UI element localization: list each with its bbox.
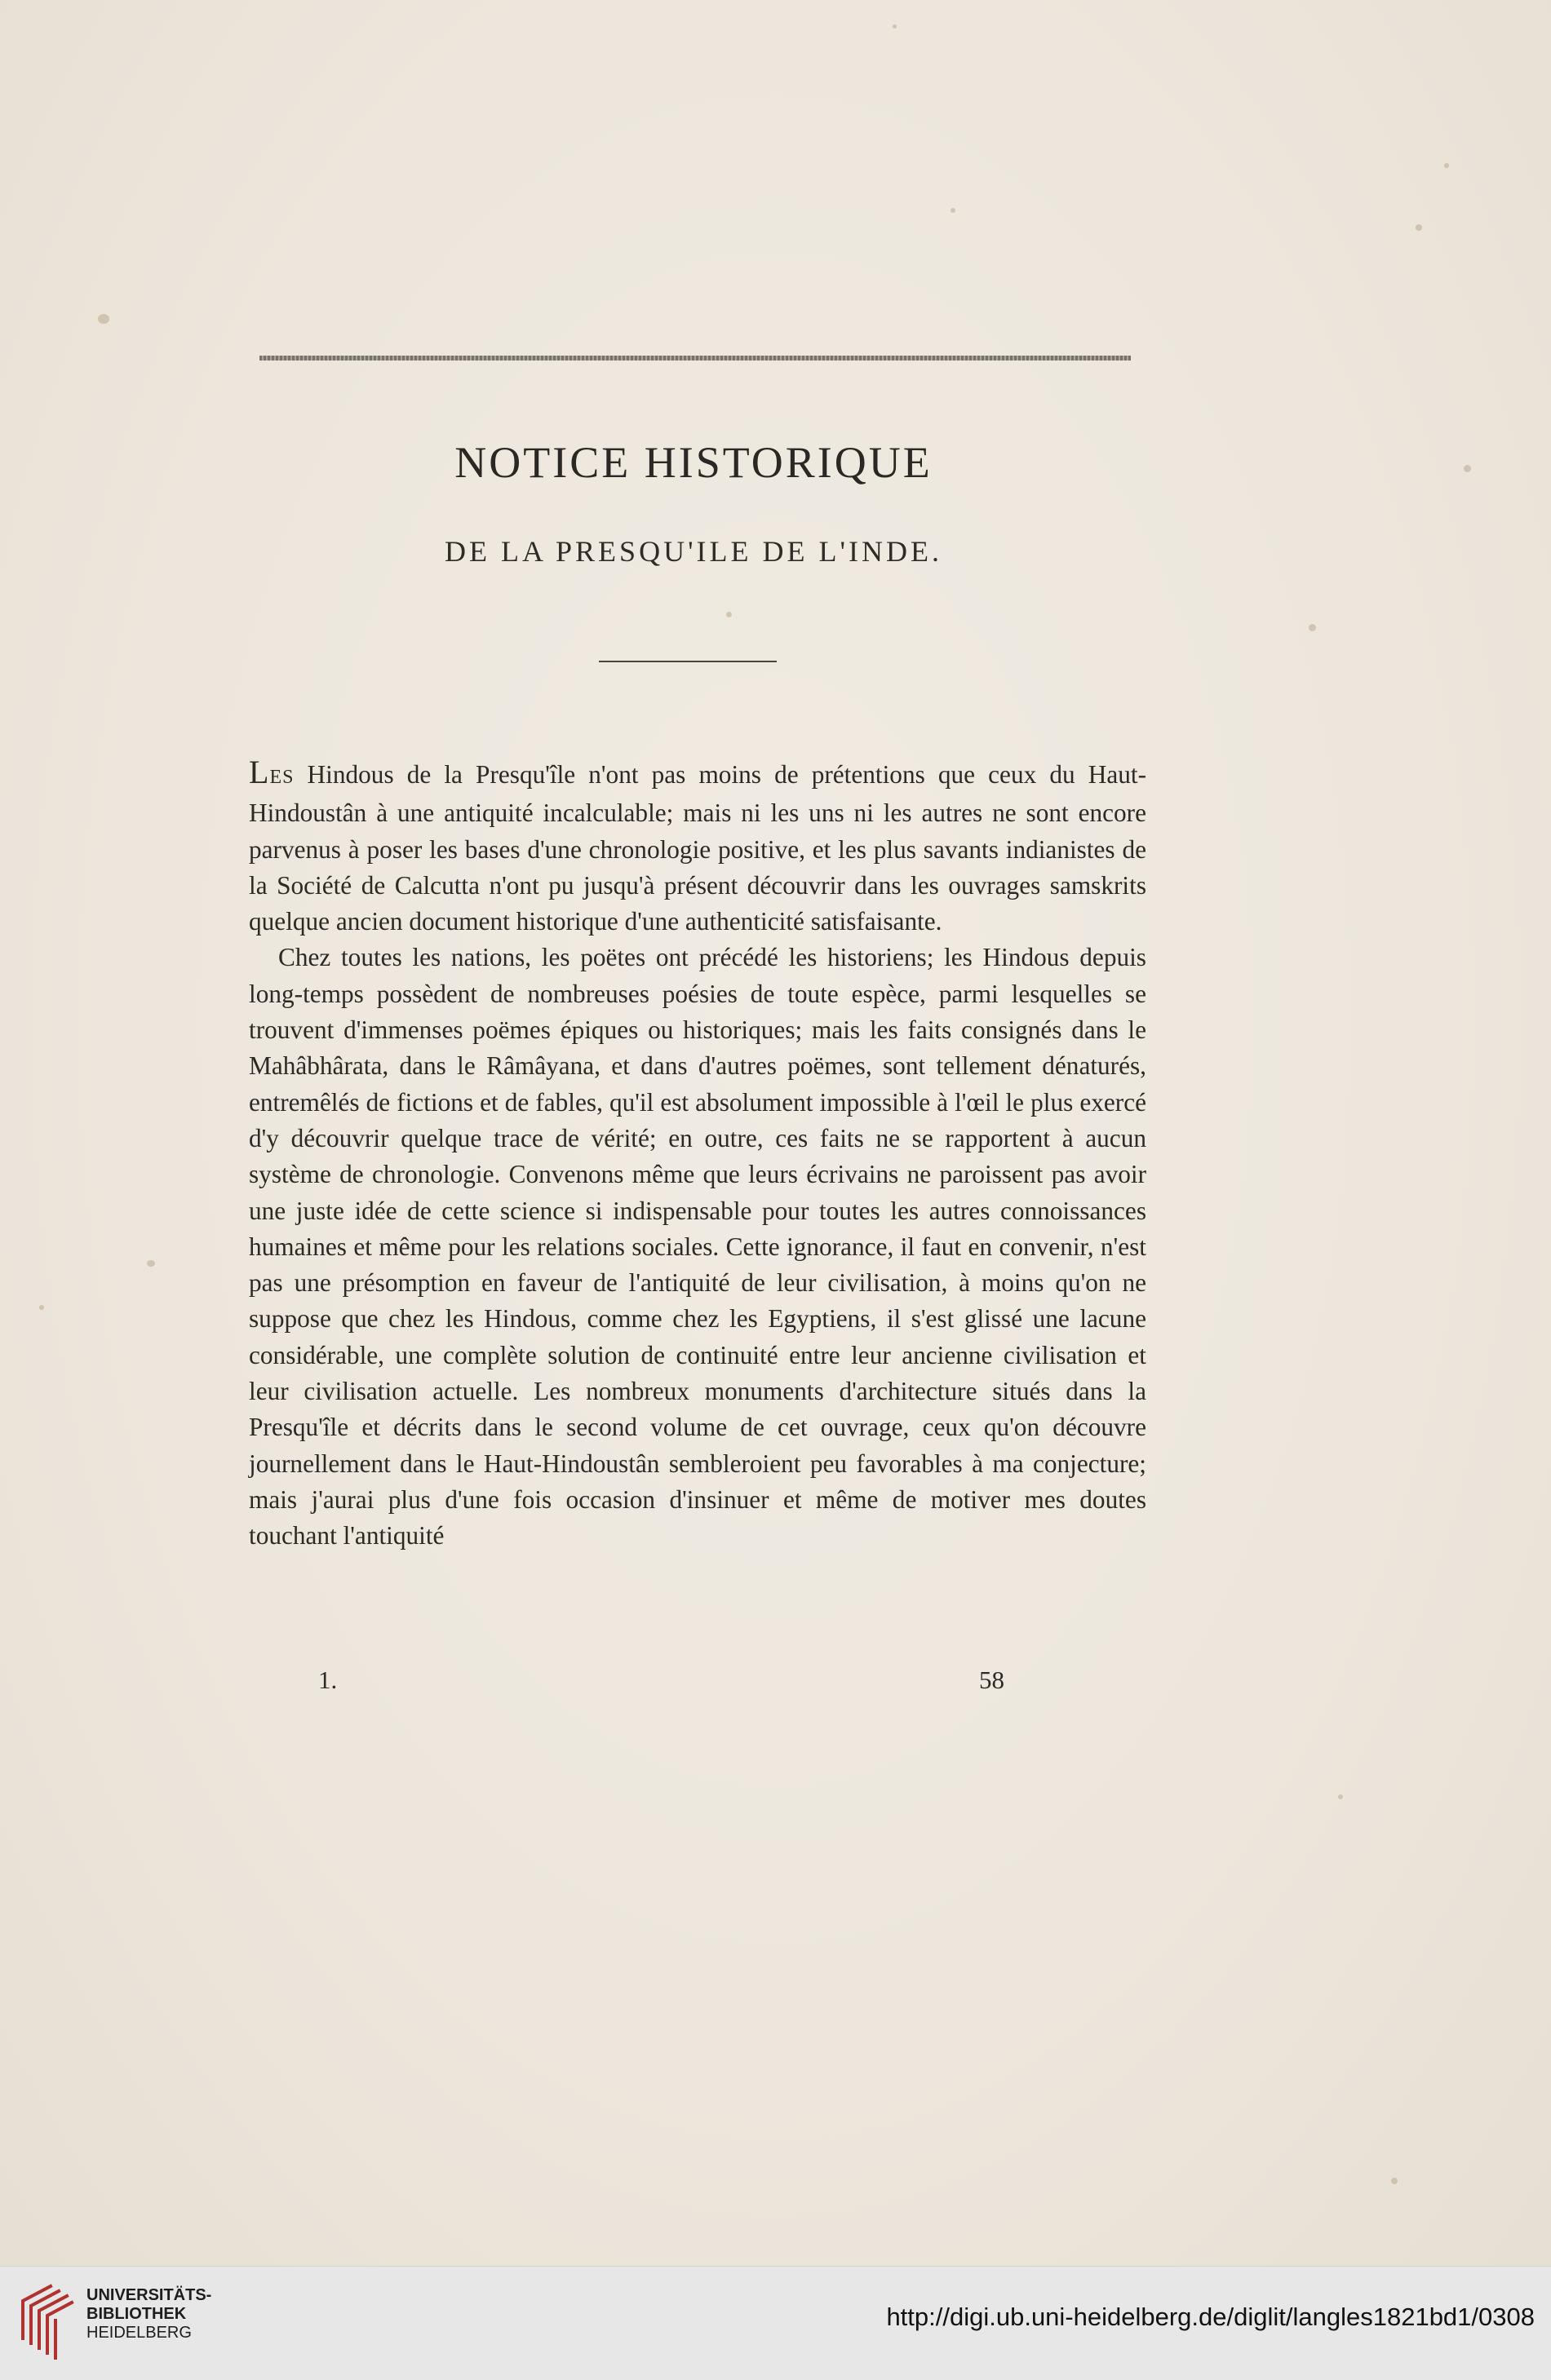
title-divider bbox=[599, 661, 777, 662]
drop-cap: L bbox=[249, 754, 270, 790]
library-name bbox=[86, 2286, 211, 2342]
body-text bbox=[249, 754, 1146, 1555]
library-name-line-3: HEIDELBERG bbox=[86, 2324, 192, 2342]
paper-speck bbox=[726, 612, 732, 617]
library-footer bbox=[0, 2266, 1551, 2380]
paragraph-1 bbox=[249, 754, 1146, 940]
library-name-line-2: BIBLIOTHEK bbox=[86, 2305, 187, 2323]
paper-speck bbox=[1464, 465, 1471, 472]
page-title: NOTICE HISTORIQUE bbox=[454, 438, 933, 487]
paper-speck bbox=[1309, 624, 1316, 631]
paper-speck bbox=[147, 1260, 155, 1267]
library-name-line-1: UNIVERSITÄTS- bbox=[86, 2286, 212, 2304]
page-subtitle: DE LA PRESQU'ILE DE L'INDE. bbox=[445, 535, 942, 568]
paper-speck bbox=[893, 24, 897, 29]
paper-speck bbox=[1416, 224, 1422, 231]
paper-speck bbox=[39, 1305, 44, 1310]
ornamental-rule bbox=[259, 356, 1131, 361]
paper-speck bbox=[98, 314, 109, 324]
signature-mark: 1. bbox=[318, 1666, 338, 1694]
permalink-url[interactable]: http://digi.ub.uni-heidelberg.de/diglit/langles1821bd1/0308 bbox=[886, 2303, 1535, 2331]
paragraph-1-text: Hindous de la Presqu'île n'ont pas moins de prétentions que ceux du Haut-Hindoustân à une antiquité incalculable; mais ni les uns ni les autres ne sont encore parvenus à poser les bases d'une chronologie positive, et les plus savants indianistes de la Société de Calcutta n'ont pu jusqu'à présent découvrir dans les ouvrages samskrits quelque ancien document historique d'une authenticité satisfaisante. bbox=[249, 760, 1146, 936]
paper-speck bbox=[1338, 1794, 1343, 1799]
page-number: 58 bbox=[979, 1666, 1004, 1694]
small-caps: ES bbox=[269, 767, 295, 788]
paragraph-2: Chez toutes les nations, les poëtes ont précédé les historiens; les Hindous depuis long-temps possèdent de nombreuses poésies de toute espèce, parmi lesquelles se trouvent d'immenses poëmes épiques ou historiques; mais les faits consignés dans le Mahâbhârata, dans le Râmâyana, et dans d'autres poëmes, sont tellement dénaturés, entremêlés de fictions et de fables, qu'il est absolument impossible à l'œil le plus exercé d'y découvrir quelque trace de vérité; en outre, ces faits ne se rapportent à aucun système de chronologie. Convenons même que leurs écrivains ne paroissent pas avoir une juste idée de cette science si indispensable pour toutes les autres connoissances humaines et même pour les relations sociales. Cette ignorance, il faut en convenir, n'est pas une présomption en faveur de l'antiquité de leur civilisation, à moins qu'on ne suppose que chez les Hindous, comme chez les Egyptiens, il s'est glissé une lacune considérable, une complète solution de continuité entre leur ancienne civilisation et leur civilisation actuelle. Les nombreux monuments d'architecture situés dans la Presqu'île et décrits dans le second volume de cet ouvrage, ceux qu'on découvre journellement dans le Haut-Hindoustân sembleroient peu favorables à ma conjecture; mais j'aurai plus d'une fois occasion d'insinuer et même de motiver mes doutes touchant l'antiquité bbox=[249, 943, 1146, 1551]
paper-speck bbox=[1444, 163, 1449, 168]
paper-speck bbox=[1391, 2178, 1398, 2184]
ub-heidelberg-logo-icon bbox=[18, 2281, 77, 2363]
paper-speck bbox=[951, 208, 955, 213]
